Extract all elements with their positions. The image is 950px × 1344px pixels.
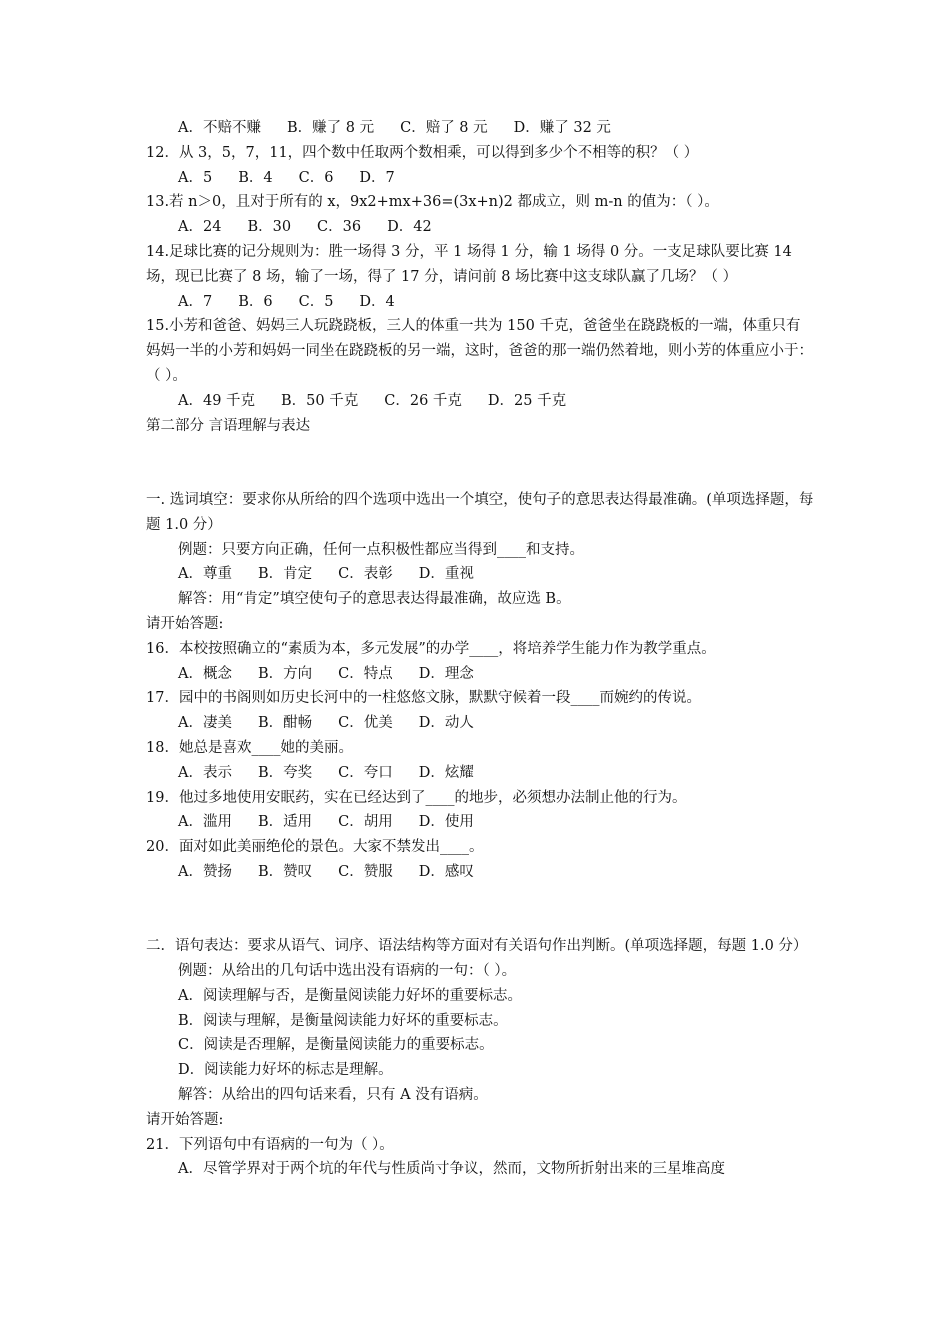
answer-option: D．4 xyxy=(359,293,395,310)
answer-option: B．4 xyxy=(238,169,273,186)
text-line: 第二部分 言语理解与表达 xyxy=(146,417,311,434)
blank-space xyxy=(146,885,814,935)
answer-option: A．概念 xyxy=(178,665,232,682)
text-line: 例题：从给出的几句话中选出没有语病的一句：（ ）。 xyxy=(178,963,517,980)
answer-option: C．表彰 xyxy=(338,566,393,583)
text-line: 21．下列语句中有语病的一句为（ ）。 xyxy=(146,1136,394,1153)
text-line: 请开始答题: xyxy=(146,615,224,632)
text-line: D．阅读能力好坏的标志是理解。 xyxy=(178,1062,393,1079)
answer-option: D．动人 xyxy=(418,715,474,732)
answer-option: B．赚了 8 元 xyxy=(286,120,375,136)
answer-option: D．7 xyxy=(359,169,395,186)
answer-option: C．赞服 xyxy=(338,863,393,880)
blank-space xyxy=(146,438,814,488)
answer-option: C．特点 xyxy=(338,665,393,682)
answer-option: D．42 xyxy=(387,219,432,236)
answer-option: B．适用 xyxy=(257,814,313,831)
answer-option: C．26 千克 xyxy=(384,392,462,409)
answer-options xyxy=(146,389,814,414)
text-line: 解答：从给出的四句话来看，只有 A 没有语病。 xyxy=(178,1087,488,1104)
question-paragraph: 一. 选词填空：要求你从所给的四个选项中选出一个填空，使句子的意思表达得最准确。(单项选择题，每题 1.0 分） xyxy=(146,491,814,533)
answer-option: C．夸口 xyxy=(338,764,393,781)
answer-options xyxy=(146,290,814,315)
answer-option: C．赔了 8 元 xyxy=(400,120,488,136)
answer-option: B．50 千克 xyxy=(281,392,359,409)
text-line: 20．面对如此美丽绝伦的景色。大家不禁发出____。 xyxy=(146,839,484,856)
answer-options xyxy=(146,166,814,191)
answer-option: B．酣畅 xyxy=(257,715,313,732)
text-line: 请开始答题: xyxy=(146,1111,224,1128)
answer-option: C．5 xyxy=(298,293,334,310)
text-line: 19．他过多地使用安眠药，实在已经达到了____的地步，必须想办法制止他的行为。 xyxy=(146,789,687,806)
text-line: 例题：只要方向正确，任何一点积极性都应当得到____和支持。 xyxy=(178,541,584,558)
answer-options xyxy=(146,662,814,687)
answer-option: C．36 xyxy=(317,219,362,236)
answer-option: B．30 xyxy=(247,219,292,236)
answer-option: A．表示 xyxy=(178,764,232,781)
answer-option: D．使用 xyxy=(418,814,474,831)
text-line: A．阅读理解与否，是衡量阅读能力好坏的重要标志。 xyxy=(178,987,522,1004)
text-line: 17．园中的书阁则如历史长河中的一柱悠悠文脉，默默守候着一段____而婉约的传说。 xyxy=(146,690,701,707)
text-line: A．尽管学界对于两个坑的年代与性质尚寸争议，然而，文物所折射出来的三星堆高度 xyxy=(178,1161,725,1178)
answer-option: B．方向 xyxy=(257,665,313,682)
answer-options xyxy=(146,711,814,736)
answer-option: A．赞扬 xyxy=(178,863,232,880)
text-line: 12．从 3，5，7，11，四个数中任取两个数相乘，可以得到多少个不相等的积？（ ） xyxy=(146,144,699,161)
answer-option: B．肯定 xyxy=(257,566,313,583)
answer-option: A．滥用 xyxy=(178,814,232,831)
answer-option: B．6 xyxy=(238,293,273,310)
text-line: 16．本校按照确立的“素质为本，多元发展”的办学____，将培养学生能力作为教学重点。 xyxy=(146,640,716,657)
question-paragraph: 15.小芳和爸爸、妈妈三人玩跷跷板，三人的体重一共为 150 千克，爸爸坐在跷跷板的一端，体重只有妈妈一半的小芳和妈妈一同坐在跷跷板的另一端，这时，爸爸的那一端仍然着地，则小芳的体重应小于：（ ）。 xyxy=(146,318,813,384)
answer-option: D．感叹 xyxy=(418,863,474,880)
question-paragraph: 14.足球比赛的记分规则为：胜一场得 3 分，平 1 场得 1 分，输 1 场得 0 分。一支足球队要比赛 14 场，现已比赛了 8 场，输了一场，得了 17 分，请问前 8 场比赛中这支球队赢了几场？（ ） xyxy=(146,243,792,285)
answer-option: A．49 千克 xyxy=(178,392,256,409)
answer-option: A．5 xyxy=(178,169,213,186)
text-line: 13.若 n＞0，且对于所有的 x，9x2+mx+36=(3x+n)2 都成立，则 m-n 的值为：（ ）。 xyxy=(146,194,719,211)
answer-option: C．优美 xyxy=(338,715,393,732)
answer-options xyxy=(146,215,814,240)
answer-options xyxy=(146,116,814,141)
answer-option: C．6 xyxy=(298,169,334,186)
text-line: B．阅读与理解，是衡量阅读能力好坏的重要标志。 xyxy=(178,1012,508,1029)
answer-option: A．7 xyxy=(178,293,213,310)
text-line: 18．她总是喜欢____她的美丽。 xyxy=(146,739,353,756)
answer-option: D．重视 xyxy=(418,566,474,583)
answer-option: D．25 千克 xyxy=(487,392,567,409)
answer-option: D．炫耀 xyxy=(418,764,474,781)
question-paragraph: 二．语句表达：要求从语气、词序、语法结构等方面对有关语句作出判断。(单项选择题，每题 1.0 分） xyxy=(146,938,808,955)
answer-options xyxy=(146,860,814,885)
answer-option: B．赞叹 xyxy=(257,863,313,880)
text-line: 解答：用“肯定”填空使句子的意思表达得最准确，故应选 B。 xyxy=(178,591,571,608)
answer-option: B．夸奖 xyxy=(257,764,313,781)
answer-options xyxy=(146,810,814,835)
answer-option: A．不赔不赚 xyxy=(178,120,261,136)
answer-option: D．赚了 32 元 xyxy=(513,120,611,136)
answer-option: D．理念 xyxy=(418,665,474,682)
answer-options xyxy=(146,562,814,587)
document-page xyxy=(146,116,814,1182)
text-line: C．阅读是否理解，是衡量阅读能力的重要标志。 xyxy=(178,1037,494,1054)
answer-option: C．胡用 xyxy=(338,814,393,831)
answer-option: A．24 xyxy=(178,219,222,236)
answer-option: A．尊重 xyxy=(178,566,232,583)
answer-options xyxy=(146,761,814,786)
answer-option: A．凄美 xyxy=(178,715,232,732)
